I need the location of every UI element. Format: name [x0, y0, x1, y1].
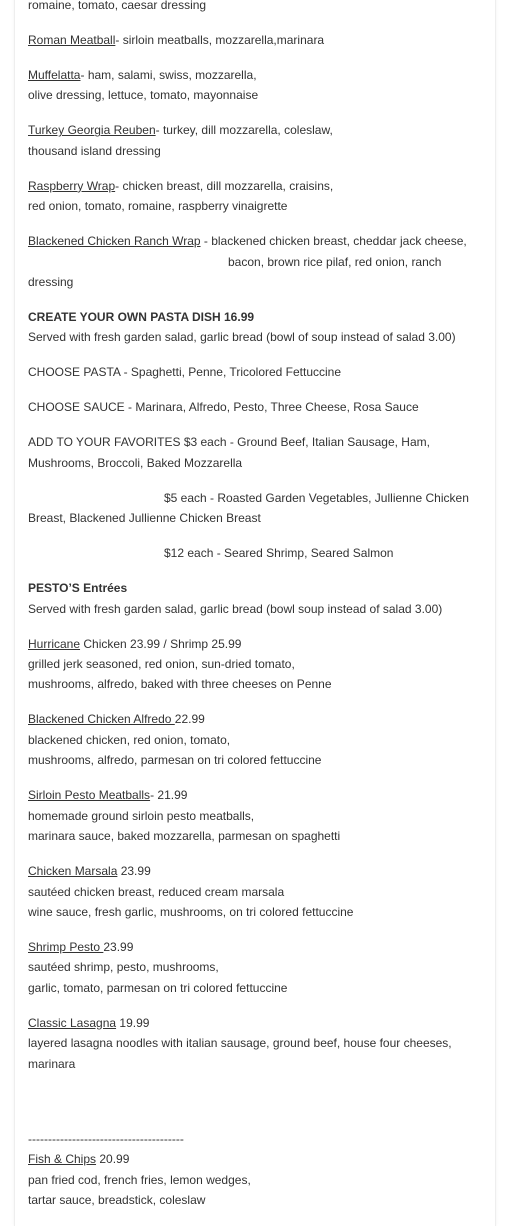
item-desc-line: mushrooms, alfredo, baked with three cheeses on Penne — [28, 677, 332, 692]
item-desc-line: mushrooms, alfredo, parmesan on tri colored fettuccine — [28, 753, 322, 768]
item-desc-line: sautéed shrimp, pesto, mushrooms, — [28, 960, 219, 975]
text-line: romaine, tomato, caesar dressing — [28, 0, 207, 12]
menu-item-shrimp-pesto — [28, 937, 478, 957]
add-favorites-line: $12 each - Seared Shrimp, Seared Salmon — [164, 546, 394, 561]
menu-item-fish-chips — [28, 1149, 478, 1169]
item-desc-line: garlic, tomato, parmesan on tri colored fettuccine — [28, 980, 288, 995]
item-desc-line: bacon, brown rice pilaf, red onion, ranch — [228, 254, 442, 269]
item-desc-line: homemade ground sirloin pesto meatballs, — [28, 808, 255, 823]
item-desc: - chicken breast, dill mozzarella, craisins, — [115, 178, 334, 193]
item-desc-line: red onion, tomato, romaine, raspberry vinaigrette — [28, 199, 288, 214]
choose-pasta-line: CHOOSE PASTA - Spaghetti, Penne, Tricolored Fettuccine — [28, 365, 342, 380]
item-name: Chicken Marsala — [28, 864, 118, 879]
item-name: Blackened Chicken Alfredo — [28, 712, 175, 727]
item-price: 23.99 — [117, 864, 151, 879]
item-name: Classic Lasagna — [28, 1015, 117, 1030]
item-desc-line: layered lasagna noodles with italian sausage, ground beef, house four cheeses, — [28, 1036, 452, 1051]
divider-line: --------------------------------------- — [28, 1131, 184, 1146]
menu-item-turkey-reuben — [28, 120, 478, 140]
item-desc: - blackened chicken breast, cheddar jack cheese, — [200, 234, 467, 249]
item-desc-line: grilled jerk seasoned, red onion, sun-dried tomato, — [28, 657, 295, 672]
section-served-note: Served with fresh garden salad, garlic bread (bowl of soup instead of salad 3.00) — [28, 330, 456, 345]
item-price: Chicken 23.99 / Shrimp 25.99 — [80, 636, 242, 651]
item-desc-line: sautéed chicken breast, reduced cream marsala — [28, 884, 285, 899]
item-name: Hurricane — [28, 636, 81, 651]
item-desc-line: thousand island dressing — [28, 143, 161, 158]
item-name: Muffelatta — [28, 68, 81, 82]
item-desc-line: tartar sauce, breadstick, coleslaw — [28, 1193, 206, 1208]
item-desc-line: marinara sauce, baked mozzarella, parmesan on spaghetti — [28, 829, 341, 844]
item-name: Sirloin Pesto Meatballs — [28, 788, 151, 803]
menu-item-roman-meatball — [28, 30, 478, 50]
item-desc-line: pan fried cod, french fries, lemon wedges, — [28, 1172, 251, 1187]
item-desc: - ham, salami, swiss, mozzarella, — [80, 68, 257, 82]
menu-item-raspberry-wrap — [28, 176, 478, 196]
menu-item-muffelatta — [28, 65, 478, 85]
menu-content — [28, 0, 478, 1211]
section-served-note: Served with fresh garden salad, garlic bread (bowl soup instead of salad 3.00) — [28, 601, 443, 616]
item-desc: - sirloin meatballs, mozzarella,marinara — [115, 33, 325, 47]
item-name: Blackened Chicken Ranch Wrap — [28, 234, 201, 249]
item-price: 23.99 — [103, 939, 134, 954]
menu-item-ranch-wrap — [28, 231, 478, 251]
choose-sauce-line: CHOOSE SAUCE - Marinara, Alfredo, Pesto, Three Cheese, Rosa Sauce — [28, 400, 419, 415]
menu-item-sirloin-meatballs — [28, 785, 478, 805]
add-favorites-line: ADD TO YOUR FAVORITES $3 each - Ground Beef, Italian Sausage, Ham, — [28, 435, 430, 450]
item-name: Raspberry Wrap — [28, 178, 116, 193]
menu-item-blackened-alfredo — [28, 709, 478, 729]
item-desc-line: wine sauce, fresh garlic, mushrooms, on tri colored fettuccine — [28, 904, 354, 919]
add-favorites-line: $5 each - Roasted Garden Vegetables, Jullienne Chicken — [164, 490, 469, 505]
add-favorites-line: Mushrooms, Broccoli, Baked Mozzarella — [28, 455, 243, 470]
item-price: 22.99 — [174, 712, 205, 727]
item-name: Fish & Chips — [28, 1152, 97, 1167]
item-desc-line: marinara — [28, 1056, 76, 1071]
item-name: Roman Meatball — [28, 33, 116, 47]
item-desc-line: blackened chicken, red onion, tomato, — [28, 732, 231, 747]
item-name: Shrimp Pesto — [28, 939, 104, 954]
item-price: 19.99 — [116, 1015, 150, 1030]
item-price: 20.99 — [96, 1152, 130, 1167]
menu-item-lasagna — [28, 1013, 478, 1033]
menu-item-hurricane — [28, 634, 478, 654]
item-desc: - turkey, dill mozzarella, coleslaw, — [155, 123, 333, 138]
item-desc-line: olive dressing, lettuce, tomato, mayonnaise — [28, 88, 259, 103]
item-desc-line: dressing — [28, 275, 74, 290]
add-favorites-line: Breast, Blackened Jullienne Chicken Breast — [28, 511, 261, 526]
item-name: Turkey Georgia Reuben — [28, 123, 156, 138]
section-title-pasta: CREATE YOUR OWN PASTA DISH 16.99 — [28, 310, 255, 325]
item-price: - 21.99 — [150, 788, 188, 803]
section-title-entrees: PESTO’S Entrées — [28, 581, 128, 596]
menu-item-chicken-marsala — [28, 861, 478, 881]
